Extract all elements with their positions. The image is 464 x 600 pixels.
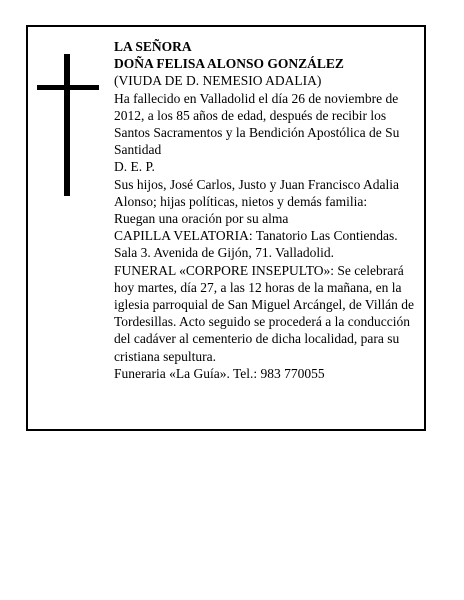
funeral-info: FUNERAL «CORPORE INSEPULTO»: Se celebrará hoy martes, día 27, a las 12 horas de la mañana, en la iglesia parroquial de San Miguel Arcángel, de Villán de Tordesillas. Acto seguido se procederá a la conducción del cadáver al cementerio de dicha localidad, para su cristiana sepultura. bbox=[114, 262, 414, 364]
cross-vertical-bar bbox=[64, 54, 70, 196]
rest-in-peace: D. E. P. bbox=[114, 159, 155, 175]
obituary-text bbox=[114, 38, 420, 382]
family-members: Sus hijos, José Carlos, Justo y Juan Francisco Adalia Alonso; hijas políticas, nietos y demás familia: bbox=[114, 176, 399, 209]
funeral-home-info: Funeraria «La Guía». Tel.: 983 770055 bbox=[114, 365, 325, 381]
notice-title: LA SEÑORA bbox=[114, 39, 192, 54]
death-info: Ha fallecido en Valladolid el día 26 de noviembre de 2012, a los 85 años de edad, después de recibir los Santos Sacramentos y la Bendición Apostólica de Su Santidad bbox=[114, 90, 400, 158]
cross-icon bbox=[37, 54, 99, 196]
chapel-info: CAPILLA VELATORIA: Tanatorio Las Contiendas. Sala 3. Avenida de Gijón, 71. Valladolid. bbox=[114, 228, 398, 261]
prayer-request: Ruegan una oración por su alma bbox=[114, 211, 289, 227]
cross-horizontal-bar bbox=[37, 85, 99, 90]
widow-of: (VIUDA DE D. NEMESIO ADALIA) bbox=[114, 73, 322, 89]
deceased-name: DOÑA FELISA ALONSO GONZÁLEZ bbox=[114, 56, 344, 72]
